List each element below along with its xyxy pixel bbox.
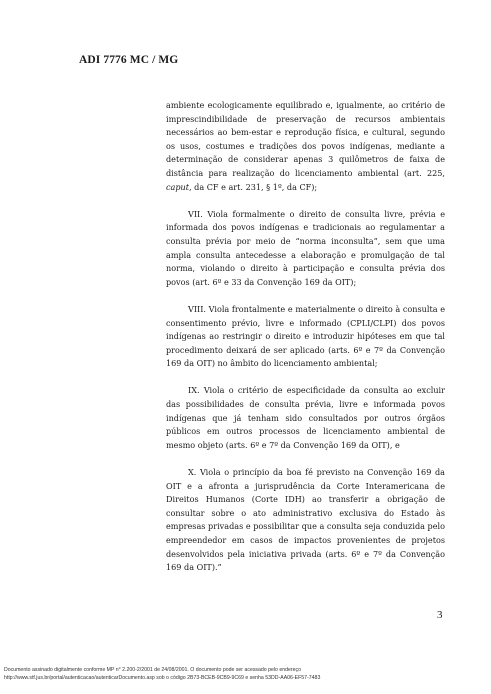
paragraph-text: , da CF e art. 231, § 1º, da CF); (189, 181, 318, 192)
paragraph-item-vii: VII. Viola formalmente o direito de consulta livre, prévia e informada dos povos indígenas e tradicionais ao regulamentar a consulta prévia por meio de “norma inconsulta”, sem que uma ampla consulta antecedesse a elaboração e promulgação de tal norma, violando o direito à participação e consulta prévia dos povos (art. 6º e 33 da Convenção 169 da OIT); (166, 208, 445, 287)
signature-footer (4, 667, 484, 682)
paragraph-item-viii: VIII. Viola frontalmente e materialmente o direito à consulta e consentimento prévio, livre e informado (CPLI/CLPI) dos povos indígenas ao restringir o direito e introduzir hipóteses em que tal procedimento deixará de ser aplicado (arts. 6º e 7º da Convenção 169 da OIT) no âmbito do licenciamento ambiental; (166, 303, 445, 369)
page-number: 3 (437, 609, 443, 621)
paragraph-item-x: X. Viola o princípio da boa fé previsto na Convenção 169 da OIT e a afronta a jurisprudência da Corte Interamericana de Direitos Humanos (Corte IDH) ao transferir a obrigação de consultar sobre o ato administrativo exclusiva do Estado às empresas privadas e possibilitar que a consulta seja conduzida pelo empreendedor em casos de impactos provenientes de projetos desenvolvidos pela iniciativa privada (arts. 6º e 7º da Convenção 169 da OIT).” (166, 467, 445, 573)
footer-line-1: Documento assinado digitalmente conforme MP n° 2.200-2/2001 de 24/08/2001. O documento pode ser acessado pelo endereço (4, 667, 301, 673)
italic-term: caput (166, 181, 190, 192)
document-body (166, 99, 445, 588)
paragraph-text: ambiente ecologicamente equilibrado e, igualmente, ao critério de imprescindibilidade de preservação de recursos ambientais necessários ao bem-estar e reprodução física, e cultural, segundo os usos, costumes e tradições dos povos indígenas, mediante a determinação de considerar apenas 3 quilômetros de faixa de distância para realização do licenciamento ambiental (art. 225, (166, 100, 445, 178)
footer-line-2: http://www.stf.jus.br/portal/autenticacao/autenticarDocumento.asp sob o código 2B73-BCEB-9CB9-9C69 e senha 53DD-AA06-EF57-7483 (4, 674, 321, 681)
paragraph-item-ix: IX. Viola o critério de especificidade da consulta ao excluir das possibilidades de consulta prévia, livre e informada povos indígenas que já tenham sido consultados por outros órgãos públicos em outros processos de licenciamento ambiental de mesmo objeto (arts. 6º e 7º da Convenção 169 da OIT), e (166, 385, 445, 450)
document-header: ADI 7776 MC / MG (79, 54, 179, 66)
paragraph-continuation (166, 99, 445, 194)
